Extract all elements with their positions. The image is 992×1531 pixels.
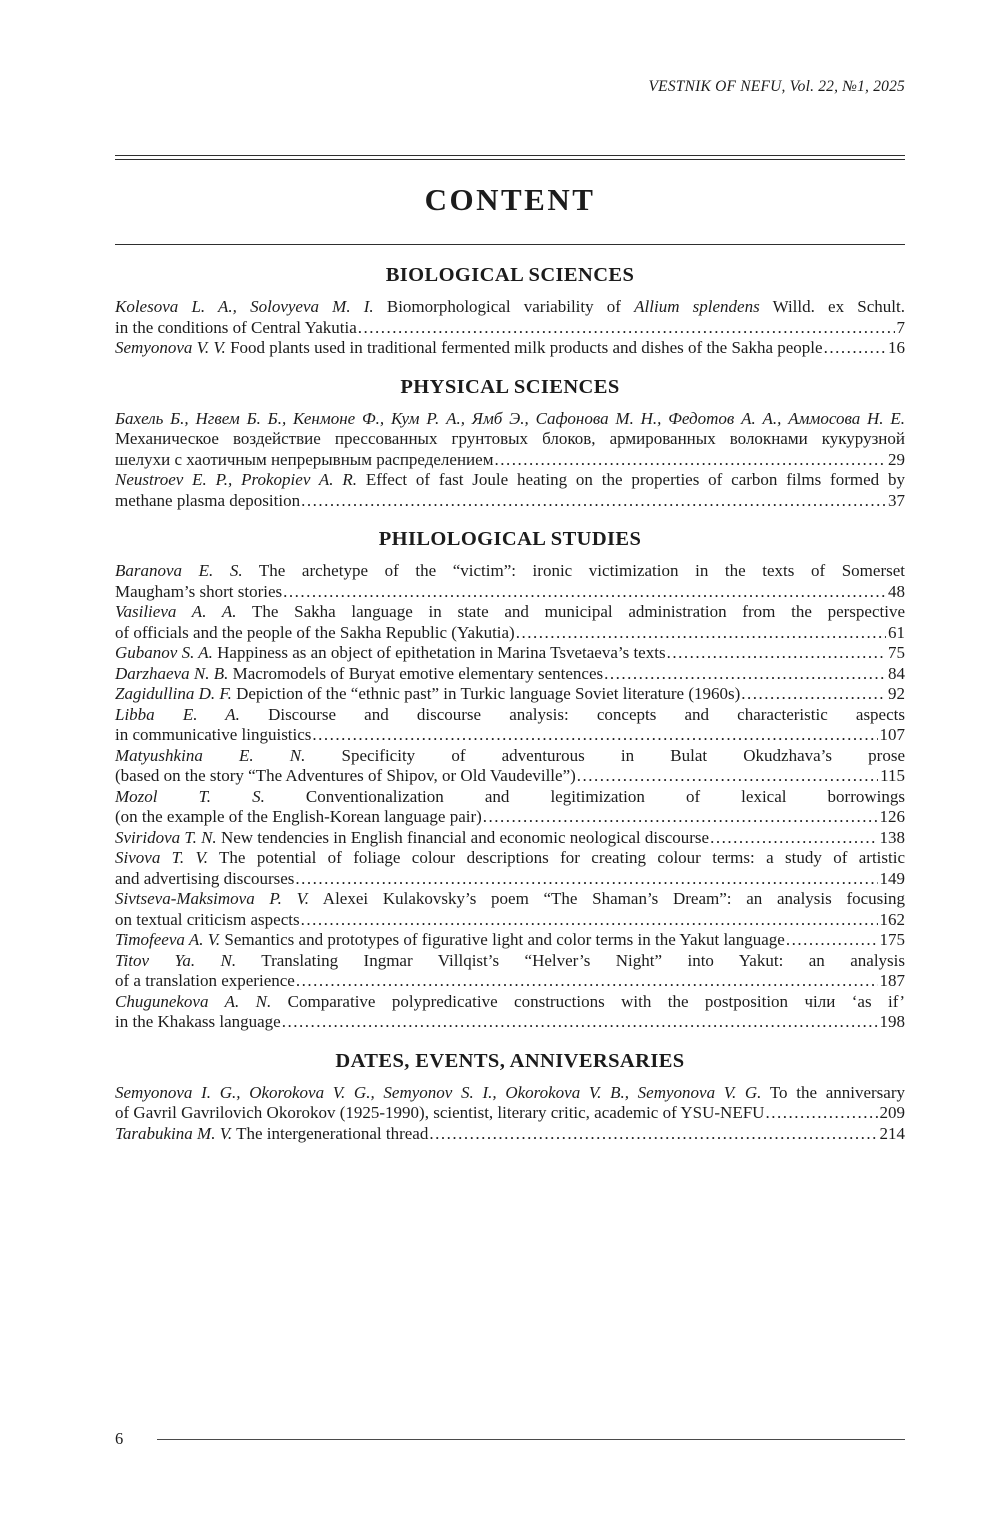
entry-title-segment: (based on the story “The Adventures of Shipov, or Old Vaudeville”) bbox=[115, 766, 576, 785]
toc-entry-text bbox=[115, 1103, 764, 1124]
toc-entry-text bbox=[115, 684, 740, 705]
toc-entry-text bbox=[115, 828, 709, 849]
entry-author-segment: Titov Ya. N. bbox=[115, 950, 237, 970]
toc-entry-text bbox=[115, 807, 482, 828]
toc-entry-line bbox=[115, 684, 905, 705]
toc-entry-line bbox=[115, 910, 905, 931]
entry-title-segment: шелухи с хаотичным непрерывным распределением bbox=[115, 449, 494, 469]
dot-leader bbox=[710, 828, 877, 849]
journal-header: VESTNIK OF NEFU, Vol. 22, №1, 2025 bbox=[648, 78, 905, 95]
entry-author-segment: Chugunekova A. N. bbox=[115, 991, 272, 1011]
toc-entry-text bbox=[115, 766, 576, 787]
entry-title-segment: Alexei Kulakovsky’s poem “The Shaman’s Dream”: an analysis focusing bbox=[309, 889, 905, 908]
section-heading: BIOLOGICAL SCIENCES bbox=[385, 264, 635, 286]
toc-entry bbox=[115, 746, 905, 787]
toc-entry bbox=[115, 1124, 905, 1145]
dot-leader bbox=[494, 450, 886, 471]
dot-leader bbox=[667, 643, 886, 664]
entry-title-segment: Conventionalization and legitimization of lexical borrowings bbox=[264, 786, 905, 806]
entry-page-number: 92 bbox=[888, 684, 905, 703]
toc-entry-line bbox=[115, 1083, 905, 1104]
entry-author-segment: Tarabukina M. V. bbox=[115, 1123, 233, 1143]
dot-leader bbox=[765, 1103, 877, 1124]
entry-title-segment: The potential of foliage colour descriptions for creating colour terms: a study of artistic bbox=[207, 848, 906, 867]
entry-author-segment: Gubanov S. A. bbox=[115, 643, 213, 662]
footer-page-number: 6 bbox=[115, 1429, 124, 1448]
toc-entry bbox=[115, 951, 905, 992]
toc-section bbox=[115, 526, 905, 1033]
entry-title-segment: New tendencies in English financial and economic neological discourse bbox=[216, 827, 710, 847]
toc-entry-line bbox=[115, 561, 905, 582]
entry-author-segment: Darzhaeva N. B. bbox=[115, 663, 229, 683]
toc-entry-text bbox=[115, 561, 905, 580]
dot-leader bbox=[516, 623, 886, 644]
toc-entry-text bbox=[115, 951, 905, 970]
entry-author-segment: Sivtseva-Maksimova P. V. bbox=[115, 889, 310, 908]
toc-entry-line bbox=[115, 664, 905, 685]
entry-page-number: 198 bbox=[879, 1012, 905, 1031]
entry-title-segment: The archetype of the “victim”: ironic victimization in the texts of Somerset bbox=[242, 561, 905, 580]
toc-entry-text bbox=[115, 664, 603, 685]
toc-entry-line bbox=[115, 409, 905, 430]
entry-title-segment: To the anniversary bbox=[761, 1082, 905, 1102]
entry-author-segment: Kolesova L. A., Solovyeva M. I. bbox=[115, 297, 374, 316]
entry-page-number: 84 bbox=[888, 663, 905, 683]
toc-entry-text bbox=[115, 971, 295, 992]
toc-entry-line bbox=[115, 787, 905, 808]
entry-title-segment: Willd. ex Schult. bbox=[759, 297, 905, 316]
toc-entry bbox=[115, 705, 905, 746]
entry-title-segment: Specificity of adventurous in Bulat Okudzhava’s prose bbox=[305, 745, 905, 765]
toc-entry-text bbox=[115, 869, 294, 890]
toc-entry-text bbox=[115, 705, 905, 724]
toc-entry-line bbox=[115, 643, 905, 664]
toc-entry-line bbox=[115, 705, 905, 726]
dot-leader bbox=[483, 807, 878, 828]
entry-page-number: 149 bbox=[879, 868, 905, 888]
toc-entry bbox=[115, 297, 905, 338]
toc-entry bbox=[115, 889, 905, 930]
entry-page-number: 162 bbox=[879, 909, 905, 929]
dot-leader bbox=[301, 910, 878, 931]
toc-entry-line bbox=[115, 746, 905, 767]
entry-page-number: 214 bbox=[879, 1123, 905, 1143]
double-rule bbox=[115, 155, 905, 160]
dot-leader bbox=[301, 491, 886, 512]
toc-entry-line bbox=[115, 450, 905, 471]
entry-title-segment: and advertising discourses bbox=[115, 868, 295, 888]
entry-author-segment: Baranova E. S. bbox=[115, 561, 243, 580]
toc-entry-line bbox=[115, 869, 905, 890]
entry-title-segment: Effect of fast Joule heating on the properties of carbon films formed by bbox=[357, 470, 905, 489]
entry-page-number: 48 bbox=[888, 581, 905, 601]
entry-title-segment: Semantics and prototypes of figurative light and color terms in the Yakut language bbox=[220, 930, 785, 949]
toc-section bbox=[115, 374, 905, 512]
entry-title-segment: in the conditions of Central Yakutia bbox=[115, 317, 357, 337]
page-footer bbox=[115, 1429, 905, 1449]
toc-entry-line bbox=[115, 951, 905, 972]
toc-entry bbox=[115, 470, 905, 511]
entry-page-number: 16 bbox=[888, 338, 905, 357]
toc-entry-line bbox=[115, 889, 905, 910]
entry-title-segment: Translating Ingmar Villqist’s “Helver’s Night” into Yakut: an analysis bbox=[236, 950, 906, 970]
toc-entry bbox=[115, 684, 905, 705]
toc-entry-line bbox=[115, 807, 905, 828]
toc-entry bbox=[115, 992, 905, 1033]
entry-page-number: 29 bbox=[888, 449, 905, 469]
toc-entry bbox=[115, 643, 905, 664]
toc-entry-line bbox=[115, 623, 905, 644]
entry-author-segment: Бахель Б., Нгвем Б. Б., Кенмоне Ф., Кум Р. А., Ямб Э., Сафонова М. Н., Федотов А. А., Аммосова Н. Е. bbox=[115, 408, 905, 428]
toc-entry-line bbox=[115, 992, 905, 1013]
dot-leader bbox=[296, 971, 878, 992]
toc-entry-line bbox=[115, 971, 905, 992]
entry-author-segment: Vasilieva A. A. bbox=[115, 602, 237, 621]
toc-entry bbox=[115, 1083, 905, 1124]
entry-author-segment: Timofeeva A. V. bbox=[115, 930, 221, 949]
entry-title-segment: on textual criticism aspects bbox=[115, 909, 300, 929]
entry-author-segment: Sviridova T. N. bbox=[115, 827, 217, 847]
entry-title-segment: Biomorphological variability of bbox=[373, 297, 635, 316]
page-title: CONTENT bbox=[424, 182, 596, 217]
toc-entry bbox=[115, 664, 905, 685]
entry-author-segment: Neustroev E. P., Prokopiev A. R. bbox=[115, 470, 358, 489]
toc-entry-text bbox=[115, 623, 515, 644]
toc-entry bbox=[115, 828, 905, 849]
toc-entry bbox=[115, 561, 905, 602]
toc-entry-text bbox=[115, 450, 493, 471]
toc-entry-text bbox=[115, 602, 905, 621]
toc-entry-text bbox=[115, 848, 905, 867]
dot-leader bbox=[312, 725, 877, 746]
entry-author-segment: Zagidullina D. F. bbox=[115, 684, 232, 703]
toc-entry-line bbox=[115, 848, 905, 869]
toc-section bbox=[115, 1048, 905, 1145]
entry-author-segment: Allium splendens bbox=[634, 297, 760, 316]
entry-author-segment: Semyonova V. V. bbox=[115, 338, 226, 357]
toc-entry-text bbox=[115, 338, 823, 359]
entry-author-segment: Semyonova I. G., Okorokova V. G., Semyonov S. I., Okorokova V. B., Semyonova V. G. bbox=[115, 1082, 762, 1102]
toc-entry-text bbox=[115, 409, 905, 428]
section-heading: PHYSICAL SCIENCES bbox=[400, 375, 620, 398]
entry-page-number: 37 bbox=[888, 490, 905, 510]
toc-entry-line bbox=[115, 582, 905, 603]
toc-entry-text bbox=[115, 582, 282, 603]
entry-page-number: 75 bbox=[888, 643, 905, 662]
entry-title-segment: in communicative linguistics bbox=[115, 725, 312, 744]
toc-entry-line bbox=[115, 318, 905, 339]
toc-body bbox=[115, 247, 905, 1144]
toc-entry-text bbox=[115, 318, 357, 339]
toc-entry-line bbox=[115, 429, 905, 450]
dot-leader bbox=[786, 930, 878, 951]
entry-author-segment: Libba E. A. bbox=[115, 704, 240, 724]
toc-entry-line bbox=[115, 338, 905, 359]
toc-entry-text bbox=[115, 1012, 281, 1033]
toc-entry-text bbox=[115, 992, 905, 1011]
toc-entry-text bbox=[115, 643, 666, 664]
entry-page-number: 7 bbox=[896, 317, 905, 337]
entry-title-segment: (on the example of the English-Korean language pair) bbox=[115, 807, 482, 826]
toc-entry-line bbox=[115, 828, 905, 849]
entry-title-segment: Food plants used in traditional fermented milk products and dishes of the Sakha people bbox=[225, 338, 823, 357]
dot-leader bbox=[358, 318, 895, 339]
toc-entry-text bbox=[115, 746, 905, 765]
dot-leader bbox=[282, 1012, 878, 1033]
dot-leader bbox=[429, 1124, 877, 1145]
entry-author-segment: Mozol T. S. bbox=[115, 786, 265, 806]
toc-entry-line bbox=[115, 470, 905, 491]
entry-title-segment: of Gavril Gavrilovich Okorokov (1925-1990), scientist, literary critic, academic of YSU-NEFU bbox=[115, 1103, 765, 1122]
entry-page-number: 138 bbox=[879, 827, 905, 847]
toc-entry-text bbox=[115, 470, 905, 489]
entry-page-number: 61 bbox=[888, 622, 905, 642]
section-heading: DATES, EVENTS, ANNIVERSARIES bbox=[335, 1049, 685, 1072]
toc-entry-text bbox=[115, 429, 905, 448]
toc-entry-line bbox=[115, 930, 905, 951]
entry-title-segment: Macromodels of Buryat emotive elementary sentences bbox=[228, 663, 604, 683]
toc-entry-text bbox=[115, 1124, 428, 1145]
toc-entry bbox=[115, 409, 905, 471]
section-heading: PHILOLOGICAL STUDIES bbox=[378, 528, 642, 550]
toc-entry-line bbox=[115, 1103, 905, 1124]
entry-title-segment: The intergenerational thread bbox=[232, 1123, 429, 1143]
entry-page-number: 107 bbox=[879, 725, 905, 744]
dot-leader bbox=[741, 684, 886, 705]
toc-entry bbox=[115, 848, 905, 889]
toc-entry-line bbox=[115, 725, 905, 746]
entry-page-number: 187 bbox=[879, 971, 905, 990]
entry-title-segment: of officials and the people of the Sakha Republic (Yakutia) bbox=[115, 622, 515, 642]
entry-title-segment: Comparative polypredicative constructions with the postposition чіли ‘as if’ bbox=[271, 991, 905, 1011]
toc-entry-text bbox=[115, 930, 785, 951]
entry-title-segment: The Sakha language in state and municipal administration from the perspective bbox=[236, 602, 906, 621]
entry-title-segment: Maugham’s short stories bbox=[115, 581, 283, 601]
toc-entry bbox=[115, 930, 905, 951]
dot-leader bbox=[295, 869, 877, 890]
toc-entry-line bbox=[115, 1124, 905, 1145]
toc-entry bbox=[115, 787, 905, 828]
footer-rule bbox=[157, 1439, 905, 1440]
toc-entry-line bbox=[115, 1012, 905, 1033]
entry-author-segment: Sivova T. V. bbox=[115, 848, 208, 867]
toc-entry-text bbox=[115, 725, 311, 746]
toc-entry bbox=[115, 602, 905, 643]
toc-entry-line bbox=[115, 766, 905, 787]
dot-leader bbox=[577, 766, 878, 787]
toc-entry-text bbox=[115, 910, 300, 931]
entry-title-segment: Discourse and discourse analysis: concepts and characteristic aspects bbox=[239, 704, 905, 724]
entry-title-segment: of a translation experience bbox=[115, 971, 295, 990]
entry-title-segment: Механическое воздействие прессованных грунтовых блоков, армированных волокнами кукурузной bbox=[115, 429, 905, 448]
entry-title-segment: Happiness as an object of epithetation in Marina Tsvetaeva’s texts bbox=[212, 643, 666, 662]
entry-author-segment: Matyushkina E. N. bbox=[115, 745, 306, 765]
dot-leader bbox=[283, 582, 886, 603]
toc-entry-text bbox=[115, 1083, 905, 1102]
toc-entry-text bbox=[115, 491, 300, 512]
dot-leader bbox=[824, 338, 886, 359]
toc-entry-text bbox=[115, 297, 905, 316]
toc-section bbox=[115, 262, 905, 359]
toc-entry-text bbox=[115, 787, 905, 806]
entry-page-number: 209 bbox=[879, 1103, 905, 1122]
entry-page-number: 175 bbox=[879, 930, 905, 949]
title-rule bbox=[115, 244, 905, 245]
toc-entry-line bbox=[115, 491, 905, 512]
toc-entry bbox=[115, 338, 905, 359]
entry-title-segment: Depiction of the “ethnic past” in Turkic language Soviet literature (1960s) bbox=[231, 684, 741, 703]
entry-title-segment: methane plasma deposition bbox=[115, 490, 301, 510]
entry-page-number: 126 bbox=[879, 807, 905, 826]
entry-page-number: 115 bbox=[880, 766, 905, 785]
toc-entry-line bbox=[115, 602, 905, 623]
dot-leader bbox=[604, 664, 886, 685]
toc-entry-line bbox=[115, 297, 905, 318]
toc-entry-text bbox=[115, 889, 905, 908]
entry-title-segment: in the Khakass language bbox=[115, 1012, 281, 1031]
